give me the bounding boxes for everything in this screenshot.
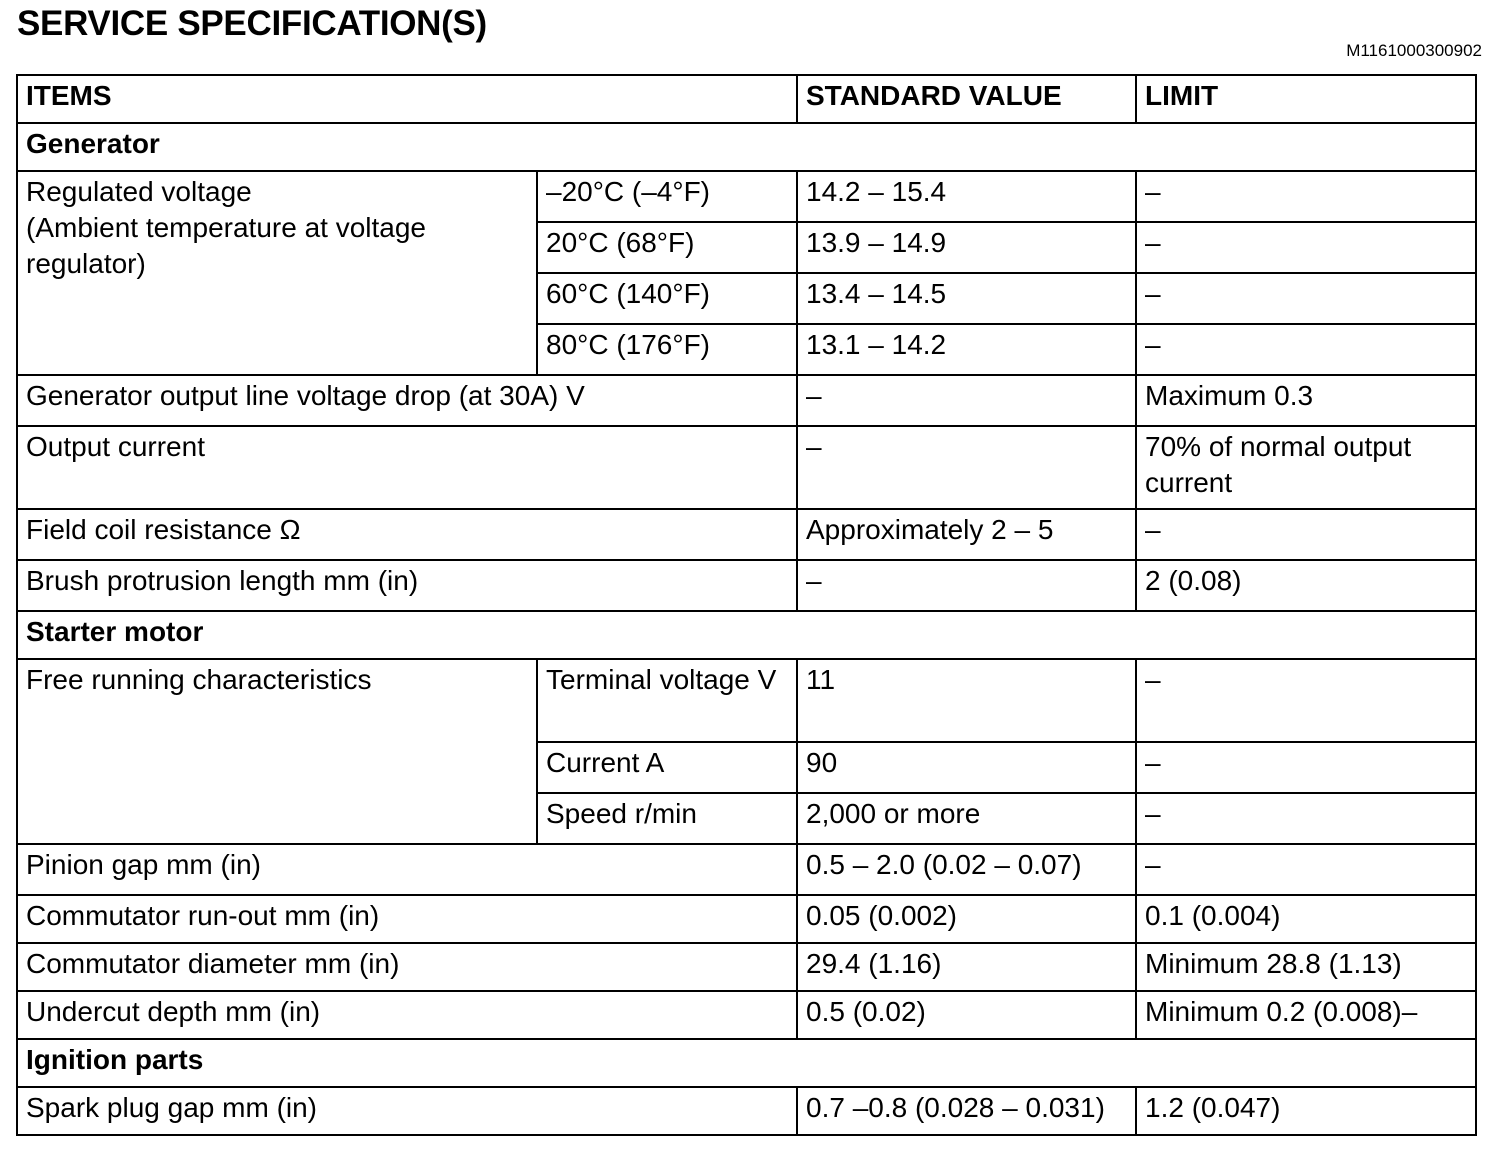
page-title: SERVICE SPECIFICATION(S) bbox=[17, 4, 487, 43]
limit-cell: – bbox=[1136, 659, 1476, 742]
section-starter-motor: Starter motor bbox=[17, 611, 1476, 659]
header-limit: LIMIT bbox=[1136, 75, 1476, 123]
sub-item-cell: Current A bbox=[537, 742, 797, 793]
standard-value-cell: 2,000 or more bbox=[797, 793, 1136, 844]
temp-cell: –20°C (–4°F) bbox=[537, 171, 797, 222]
sub-item-cell: Speed r/min bbox=[537, 793, 797, 844]
standard-value-cell: 0.7 –0.8 (0.028 – 0.031) bbox=[797, 1087, 1136, 1135]
item-label: Commutator run-out mm (in) bbox=[17, 895, 797, 943]
item-label: Pinion gap mm (in) bbox=[17, 844, 797, 895]
table-row bbox=[17, 1087, 1476, 1135]
header-items: ITEMS bbox=[17, 75, 797, 123]
limit-cell: – bbox=[1136, 844, 1476, 895]
temp-cell: 60°C (140°F) bbox=[537, 273, 797, 324]
standard-value-cell: 11 bbox=[797, 659, 1136, 742]
standard-value-cell: 14.2 – 15.4 bbox=[797, 171, 1136, 222]
table-row bbox=[17, 560, 1476, 611]
table-row bbox=[17, 844, 1476, 895]
standard-value-cell: 0.5 – 2.0 (0.02 – 0.07) bbox=[797, 844, 1136, 895]
table-row bbox=[17, 991, 1476, 1039]
item-label: Output current bbox=[17, 426, 797, 509]
header-standard-value: STANDARD VALUE bbox=[797, 75, 1136, 123]
limit-cell: – bbox=[1136, 273, 1476, 324]
temp-cell: 80°C (176°F) bbox=[537, 324, 797, 375]
table-row bbox=[17, 375, 1476, 426]
document-id: M1161000300902 bbox=[1346, 41, 1482, 60]
item-label: Commutator diameter mm (in) bbox=[17, 943, 797, 991]
section-row-generator bbox=[17, 123, 1476, 171]
table-row bbox=[17, 895, 1476, 943]
item-label: Spark plug gap mm (in) bbox=[17, 1087, 797, 1135]
limit-cell: – bbox=[1136, 509, 1476, 560]
temp-cell: 20°C (68°F) bbox=[537, 222, 797, 273]
sub-item-cell: Terminal voltage V bbox=[537, 659, 797, 742]
limit-cell: – bbox=[1136, 793, 1476, 844]
limit-cell: – bbox=[1136, 222, 1476, 273]
table-row bbox=[17, 171, 1476, 222]
limit-cell: – bbox=[1136, 324, 1476, 375]
limit-cell: 1.2 (0.047) bbox=[1136, 1087, 1476, 1135]
standard-value-cell: 13.4 – 14.5 bbox=[797, 273, 1136, 324]
table-row bbox=[17, 943, 1476, 991]
section-row-ignition-parts bbox=[17, 1039, 1476, 1087]
limit-cell: 0.1 (0.004) bbox=[1136, 895, 1476, 943]
header-row bbox=[17, 75, 1476, 123]
standard-value-cell: 13.1 – 14.2 bbox=[797, 324, 1136, 375]
spec-table bbox=[16, 74, 1477, 1136]
item-label: Generator output line voltage drop (at 30A) V bbox=[17, 375, 797, 426]
standard-value-cell: – bbox=[797, 560, 1136, 611]
limit-cell: 2 (0.08) bbox=[1136, 560, 1476, 611]
limit-cell: Minimum 0.2 (0.008)– bbox=[1136, 991, 1476, 1039]
limit-cell: 70% of normal output current bbox=[1136, 426, 1476, 509]
standard-value-cell: 29.4 (1.16) bbox=[797, 943, 1136, 991]
limit-cell: – bbox=[1136, 742, 1476, 793]
table-row bbox=[17, 509, 1476, 560]
table-row bbox=[17, 426, 1476, 509]
standard-value-cell: 0.5 (0.02) bbox=[797, 991, 1136, 1039]
standard-value-cell: – bbox=[797, 375, 1136, 426]
table-row bbox=[17, 659, 1476, 742]
limit-cell: – bbox=[1136, 171, 1476, 222]
standard-value-cell: – bbox=[797, 426, 1136, 509]
item-label: Field coil resistance Ω bbox=[17, 509, 797, 560]
standard-value-cell: 90 bbox=[797, 742, 1136, 793]
regulated-voltage-label: Regulated voltage (Ambient temperature at voltage regulator) bbox=[17, 171, 537, 375]
section-ignition-parts: Ignition parts bbox=[17, 1039, 1476, 1087]
section-generator: Generator bbox=[17, 123, 1476, 171]
item-label: Brush protrusion length mm (in) bbox=[17, 560, 797, 611]
free-running-label: Free running characteristics bbox=[17, 659, 537, 844]
standard-value-cell: 0.05 (0.002) bbox=[797, 895, 1136, 943]
standard-value-cell: Approximately 2 – 5 bbox=[797, 509, 1136, 560]
standard-value-cell: 13.9 – 14.9 bbox=[797, 222, 1136, 273]
limit-cell: Maximum 0.3 bbox=[1136, 375, 1476, 426]
section-row-starter-motor bbox=[17, 611, 1476, 659]
limit-cell: Minimum 28.8 (1.13) bbox=[1136, 943, 1476, 991]
item-label: Undercut depth mm (in) bbox=[17, 991, 797, 1039]
